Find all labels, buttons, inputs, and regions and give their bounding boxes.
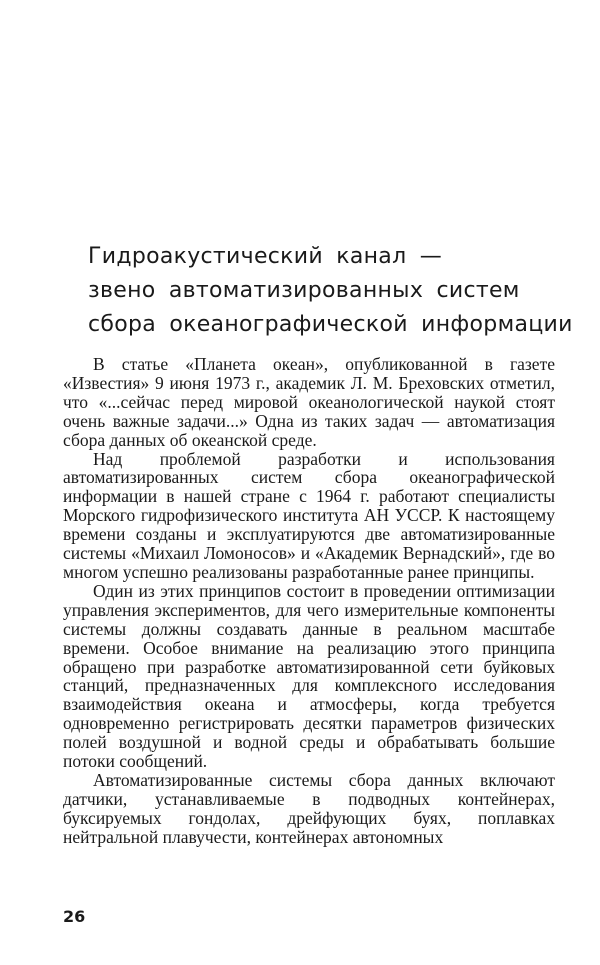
paragraph-2: Над проблемой разработки и использования автоматизированных систем сбора океанографической информации в нашей стране с 1964 г. работают специалисты Морского гидрофизического института АН УССР. К настоящему времени созданы и эксплуатируются две автоматизированные системы «Михаил Ломоносов» и «Академик Вернадский», где во многом успешно реализованы разработанные ранее принципы.: [63, 448, 555, 582]
body-text: [63, 355, 555, 847]
paragraph-1: В статье «Планета океан», опубликованной в газете «Известия» 9 июня 1973 г., академик Л. М. Бреховских отметил, что «...сейчас перед мировой океанологической наукой стоят очень важные задачи...» Одна из таких задач — автоматизация сбора данных об океанской среде.: [63, 354, 555, 450]
chapter-title-line-3: сбора океанографической информации: [88, 312, 573, 337]
page-number: 26: [63, 907, 86, 926]
chapter-title: [88, 240, 573, 342]
chapter-title-line-2: звено автоматизированных систем: [88, 278, 520, 303]
paragraph-3: Один из этих принципов состоит в проведении оптимизации управления экспериментов, для чего измерительные компоненты системы должны создавать данные в реальном масштабе времени. Особое внимание на реализацию этого принципа обращено при разработке автоматизированной сети буйковых станций, предназначенных для комплексного исследования взаимодействия океана и атмосферы, когда требуется одновременно регистрировать десятки параметров физических полей воздушной и водной среды и обрабатывать большие потоки сообщений.: [63, 580, 555, 772]
chapter-title-line-1: Гидроакустический канал —: [88, 244, 443, 269]
paragraph-4: Автоматизированные системы сбора данных включают датчики, устанавливаемые в подводных контейнерах, буксируемых гондолах, дрейфующих буях, поплавках нейтральной плавучести, контейнерах автономных: [63, 769, 555, 847]
